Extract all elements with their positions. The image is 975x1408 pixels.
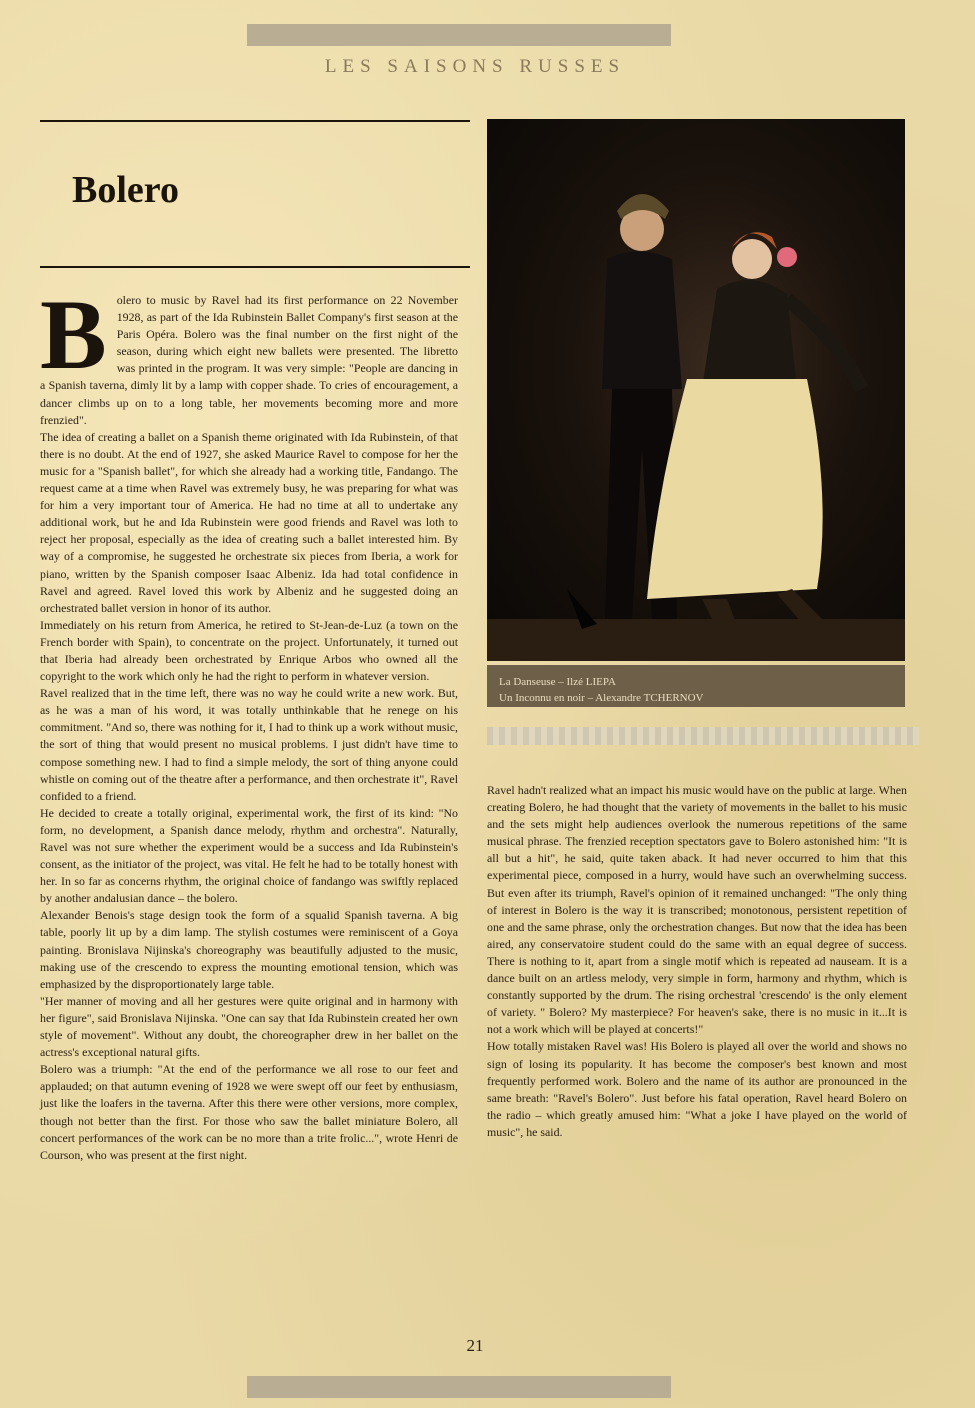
bottom-decorative-band: [247, 1376, 671, 1398]
article-title: Bolero: [72, 169, 179, 211]
dancers-photo: [487, 119, 905, 661]
top-decorative-band: [247, 24, 671, 46]
paragraph: The idea of creating a ballet on a Spanish theme originated with Ida Rubinstein, of that there is no doubt. At the end of 1927, she asked Maurice Ravel to compose for her the music for a "Spanish ballet", for which she already had a working title, Fandango. The request came at a time when Ravel was extremely busy, he was preparing for what was for him a very important tour of America. He had no time at all to undertake any additional work, but he and Ida Rubinstein were good friends and Ravel was loth to reject her proposal, especially as the idea of creating such a ballet interested him. By way of a compromise, he suggested he orchestrate six pieces from Iberia, a work for piano, written by the Spanish composer Isaac Albeniz. Ida had total confidence in Ravel and agreed. Ravel loved this work by Albeniz and he suggested doing an orchestrated ballet version in honor of its author.: [40, 429, 458, 615]
photo-caption: [487, 665, 905, 707]
caption-line: La Danseuse – Ilzé LIEPA: [499, 676, 616, 688]
drop-cap: B: [40, 279, 107, 390]
paragraph: Immediately on his return from America, he retired to St-Jean-de-Luz (a town on the French border with Spain), to concentrate on the project. Unfortunately, it turned out that Iberia had already been orchestrated by Enrique Arbos who owned all the copyright to the work which only he had the right to perform in whatever version.: [40, 617, 458, 684]
paragraph: Ravel realized that in the time left, there was no way he could write a new work. But, as he was a man of his word, it was totally unthinkable that he renege on his commitment. "And so, there was nothing for it, I had to think up a work without music, the sort of thing that would present no musical problems. I just didn't have time to compose something new. I had to find a simple melody, the sort of thing anyone could whistle on coming out of the theatre after a performance, and then orchestrate it", Ravel confided to a friend.: [40, 686, 458, 803]
paragraph: Bolero was a triumph: "At the end of the performance we all rose to our feet and applauded; on that autumn evening of 1928 we were swept off our feet by enthusiasm, just like the loafers in the taverna. After this there were other versions, more complex, though not better than the first. For those who saw the ballet miniature Bolero, all concert performances of the work can be no more than a trite frolic...", wrote Henri de Courson, who was present at the first night.: [40, 1062, 458, 1162]
section-header: LES SAISONS RUSSES: [324, 56, 626, 77]
paragraph: Ravel hadn't realized what an impact his music would have on the public at large. When creating Bolero, he had thought that the variety of movements in the ballet to his music and the sets might help audiences overlook the numerous repetitions of the same musical phrase. The frenzied reception spectators gave to Bolero astonished him: "It is all but a hit", he said, quite taken aback. It had never occurred to him that this experimental piece, composed in a hurry, would have such an overwhelming success. But even after its triumph, Ravel's opinion of it remained unchanged: "The only thing of interest in Bolero is the way it is transcribed; monotonous, persistent repetition of one and the same phrase, only the orchestration changes. But now that the idea has been aired, any conservatoire student could do the same with an equal degree of success. There is nothing to it, apart from a single motif which is repeated ad nauseam. It is a dance built on an artless melody, very simple in form, harmony and rhythm, which is constantly supported by the drum. The rising orchestral 'crescendo' is the only element of variety. " Bolero? My masterpiece? For heaven's sake, there is no music in it...It is not a work which will be played at concerts!": [487, 783, 907, 1037]
title-bottom-rule: [40, 266, 470, 268]
title-top-rule: [40, 120, 470, 122]
paragraph: How totally mistaken Ravel was! His Bolero is played all over the world and shows no sign of losing its popularity. It has become the composer's best known and most frequently performed work. Bolero and the name of its author are pronounced in the same breath: "Ravel's Bolero". Just before his fatal operation, Ravel heard Bolero on the radio – which greatly amused him: "What a joke I have played on the world of music", he said.: [487, 1039, 907, 1139]
paragraph: "Her manner of moving and all her gestures were quite original and in harmony with her figure", said Bronislava Nijinska. "One can say that Ida Rubinstein created her own style of movement". Without any doubt, the choreographer drew in her ballet on the actress's exceptional natural gifts.: [40, 993, 458, 1060]
paragraph: Alexander Benois's stage design took the form of a squalid Spanish taverna. A big table, poorly lit up by a dim lamp. The stylish costumes were reminiscent of a Goya painting. Bronislava Nijinska's choreography was beautifully adjusted to the music, making use of the crescendo to express the mounting emotional tension, which was emphasized by the disproportionately large table.: [40, 908, 458, 991]
decorative-stripe: [487, 727, 919, 745]
paragraph: He decided to create a totally original, experimental work, the first of its kind: "No form, no development, a Spanish dance melody, rhythm and orchestra". Naturally, Ravel was not sure whether the experiment would be a success and Ida Rubinstein's consent, as the initiator of the project, was vital. He felt he had to be totally honest with her. In so far as concerns rhythm, the original choice of fandango was swiftly replaced by another andalusian dance – the bolero.: [40, 805, 458, 906]
caption-line: Un Inconnu en noir – Alexandre TCHERNOV: [499, 692, 704, 704]
page-number: 21: [466, 1336, 484, 1355]
article-column-right: [487, 782, 907, 1141]
article-column-left: [40, 279, 458, 1164]
paragraph: olero to music by Ravel had its first performance on 22 November 1928, as part of the Ida Rubinstein Ballet Company's first season at the Paris Opéra. Bolero was the final number on the first night of the season, during which eight new ballets were presented. The libretto was printed in the program. It was very simple: "People are dancing in a Spanish taverna, dimly lit by a lamp with copper shade. To cries of encouragement, a dancer climbs up on to a long table, her movements becoming more and more frenzied".: [40, 293, 458, 427]
dancers-illustration: [487, 119, 905, 661]
